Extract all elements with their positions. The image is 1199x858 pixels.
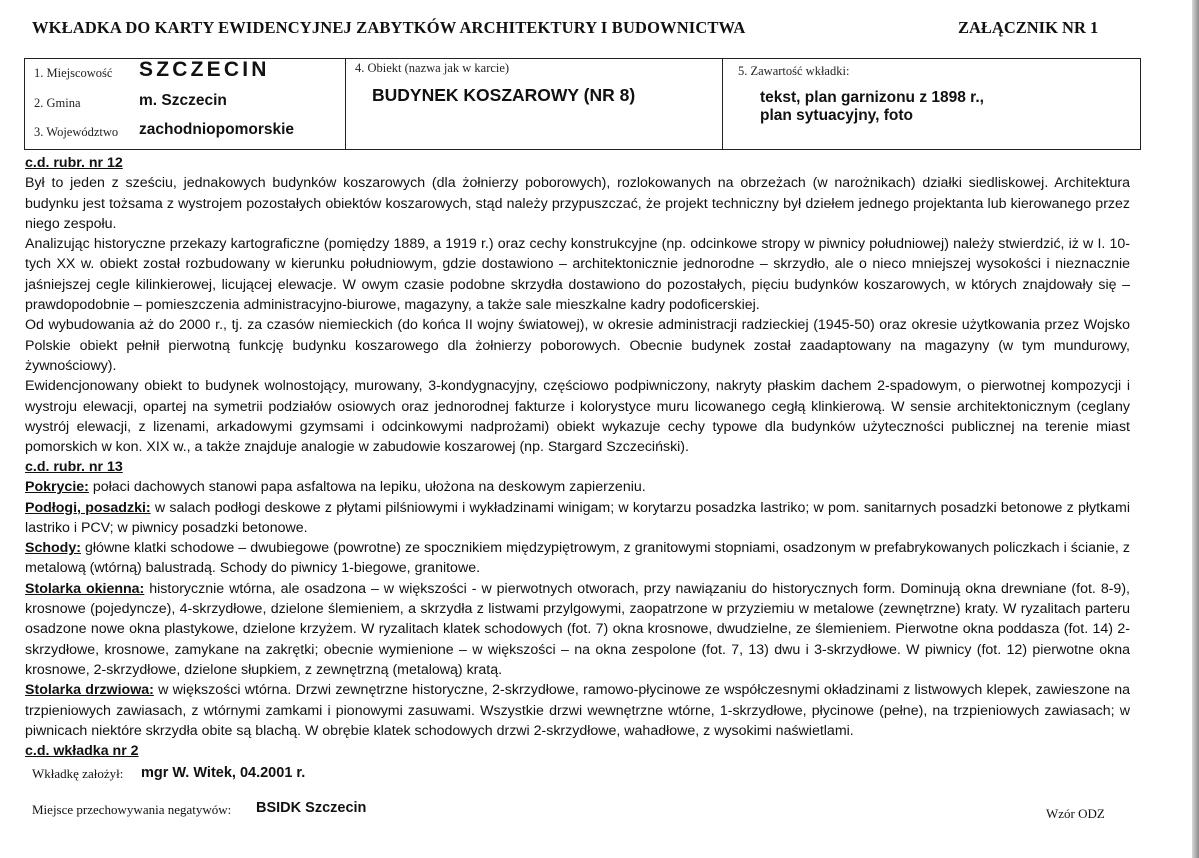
rubric-13-heading: c.d. rubr. nr 13: [25, 459, 123, 475]
voivodeship-label: 3. Województwo: [34, 125, 119, 139]
roof-label: Pokrycie:: [25, 479, 89, 496]
rubric-12-paragraph-1: Był to jeden z sześciu, jednakowych budynków koszarowych (dla żołnierzy poborowych), rozlokowanych na obrzeżach (w narożnikach) działki siedliskowej. Architektura budynku jest tożsama z wystrojem pozostałych obiektów koszarowych, stąd należy przypuszczać, że projekt techniczny był dziełem jednego projektanta lub kierowanego przez niego zespołu.: [25, 175, 1130, 232]
roof-paragraph: [25, 477, 1130, 497]
rubric-13-section: [25, 457, 1130, 761]
doors-label: Stolarka drzwiowa:: [25, 682, 154, 699]
annex-number: ZAŁĄCZNIK NR 1: [958, 18, 1099, 37]
rubric-12-paragraph-4: Ewidencjonowany obiekt to budynek wolnostojący, murowany, 3-kondygnacyjny, częściowo podpiwniczony, nakryty płaskim dachem 2-spadowym, o pierwotnej kompozycji i wystroju elewacji, opartej na symetrii podziałów osiowych oraz jednorodnej fakturze i kolorystyce muru licowanego cegłą klinkierową. W sensie architektonicznym (ceglany wystrój elewacji, z lizenami, arkadowymi gzymsami i odcinkowymi nadprożami) obiekt wykazuje cechy typowe dla budynków użyteczności publicznej na terenie miast pomorskich w kon. XIX w., a także znajduje analogie w zabudowie koszarowej (np. Stargard Szczeciński).: [25, 378, 1130, 456]
floors-paragraph: [25, 498, 1130, 539]
author-label: Wkładkę założył:: [32, 766, 124, 781]
continued-insert-note: c.d. wkładka nr 2: [25, 743, 139, 760]
rubric-12-heading: c.d. rubr. nr 12: [25, 155, 123, 171]
rubric-12-paragraph-2: Analizując historyczne przekazy kartograficzne (pomiędzy 1889, a 1919 r.) oraz cechy konstrukcyjne (np. odcinkowe stropy w piwnicy południowej) należy stwierdzić, iż w I. 10-tych XX w. obiekt został rozbudowany w kierunku południowym, gdzie dostawiono – architektonicznie jednorodne – skrzydło, ale o nieco mniejszej wysokości i nieznacznie jaśniejszej cegle kilinkierowej, licującej elewacje. W owym czasie podobne skrzydła dostawiono do pozostałych, pięciu budynków koszarowych, w których znajdowały się – prawdopodobnie – pomieszczenia administracyjno-biurowe, magazyny, a także sale mieszkalne kadry podoficerskiej.: [25, 236, 1130, 314]
floors-label: Podłogi, posadzki:: [25, 499, 151, 516]
object-label: 4. Obiekt (nazwa jak w karcie): [355, 61, 510, 75]
rubric-12-paragraph-3: Od wybudowania aż do 2000 r., tj. za czasów niemieckich (do końca II wojny światowej), w okresie administracji radzieckiej (1945-50) oraz okresie użytkowania przez Wojsko Polskie obiekt pełnił pierwotną funkcję budynku koszarowego dla żołnierzy poborowych. Obecnie budynek został zaadaptowany na magazyny (w tym mundurowy, żywnościowy).: [25, 317, 1130, 374]
column-divider: [345, 59, 346, 149]
header-fields-table: [24, 58, 1141, 150]
doors-text: w większości wtórna. Drzwi zewnętrzne historyczne, 2-skrzydłowe, ramowo-płycinowe ze współczesnymi okładzinami z listwowych klepek, zawieszone na trzpieniowych zawiasach, z wtórnymi zamkami i pionowymi zasuwami. Wszystkie drzwi wewnętrzne wtórne, 1-skrzydłowe, płycinowe (pełne), na trzpieniowych zawiasach; w piwnicach niektóre skrzydła obite są blachą. W obrębie klatek schodowych drzwi 2-skrzydłowe, wahadłowe, z wysokimi naświetlami.: [25, 682, 1130, 739]
contents-line-1: tekst, plan garnizonu z 1898 r.,: [760, 89, 984, 106]
locality-value: SZCZECIN: [139, 58, 270, 81]
negatives-location-value: BSIDK Szczecin: [256, 800, 367, 816]
locality-label: 1. Miejscowość: [34, 66, 113, 80]
stairs-paragraph: [25, 538, 1130, 579]
commune-value: m. Szczecin: [139, 92, 227, 109]
stairs-text: główne klatki schodowe – dwubiegowe (powrotne) ze spocznikiem międzypiętrowym, z granitowymi stopniami, osadzonym w prefabrykowanych policzkach i ścianie, z metalową (wtórną) balustradą. Schody do piwnicy 1-biegowe, granitowe.: [25, 540, 1130, 577]
windows-label: Stolarka okienna:: [25, 580, 145, 597]
roof-text: połaci dachowych stanowi papa asfaltowa na lepiku, ułożona na deskowym zapierzeniu.: [88, 479, 646, 496]
author-value: mgr W. Witek, 04.2001 r.: [141, 765, 306, 781]
negatives-location-label: Miejsce przechowywania negatywów:: [32, 802, 232, 817]
object-value: BUDYNEK KOSZAROWY (NR 8): [372, 85, 636, 105]
floors-text: w salach podłogi deskowe z płytami pilśniowymi i wykładzinami winigam; w korytarzu posadzka lastriko; w pom. sanitarnych posadzki betonowe z płytkami lastriko i PCV; w piwnicy posadzki betonowe.: [25, 499, 1130, 536]
scan-edge-shadow: [1192, 0, 1199, 858]
commune-label: 2. Gmina: [34, 96, 81, 110]
stairs-label: Schody:: [25, 540, 81, 557]
contents-label: 5. Zawartość wkładki:: [738, 64, 850, 78]
doors-paragraph: [25, 680, 1130, 741]
rubric-12-section: [25, 153, 1130, 457]
windows-paragraph: [25, 579, 1130, 680]
windows-text: historycznie wtórna, ale osadzona – w większości - w pierwotnych otworach, przy nawiązaniu do historycznych form. Dominują okna drewniane (fot. 8-9), krosnowe (pojedyncze), 4-skrzydłowe, dzielone ślemieniem, a skrzydła z listwami przylgowymi, zaopatrzone w przyziemiu w metalowe (zewnętrzne) kraty. W ryzalitach parteru osadzone nowe okna plastykowe, dzielone krzyżem. W ryzalitach klatek schodowych (fot. 7) okna krosnowe, dwudzielne, ze ślemieniem. Pierwotne okna poddasza (fot. 14) 2-skrzydłowe, krosnowe, zamykane na zakrętki; obecnie wymienione – w większości – na okna zespolone (fot. 7, 13) dwu i 3-skrzydłowe. W piwnicy (fot. 12) pierwotne okna krosnowe, 2-skrzydłowe, dzielone słupkiem, z zewnętrzną (metalową) kratą.: [25, 580, 1130, 678]
document-title: WKŁADKA DO KARTY EWIDENCYJNEJ ZABYTKÓW ARCHITEKTURY I BUDOWNICTWA: [32, 18, 746, 37]
contents-line-2: plan sytuacyjny, foto: [760, 107, 914, 124]
form-code: Wzór ODZ: [1046, 806, 1105, 821]
voivodeship-value: zachodniopomorskie: [139, 121, 295, 138]
column-divider: [722, 59, 723, 149]
